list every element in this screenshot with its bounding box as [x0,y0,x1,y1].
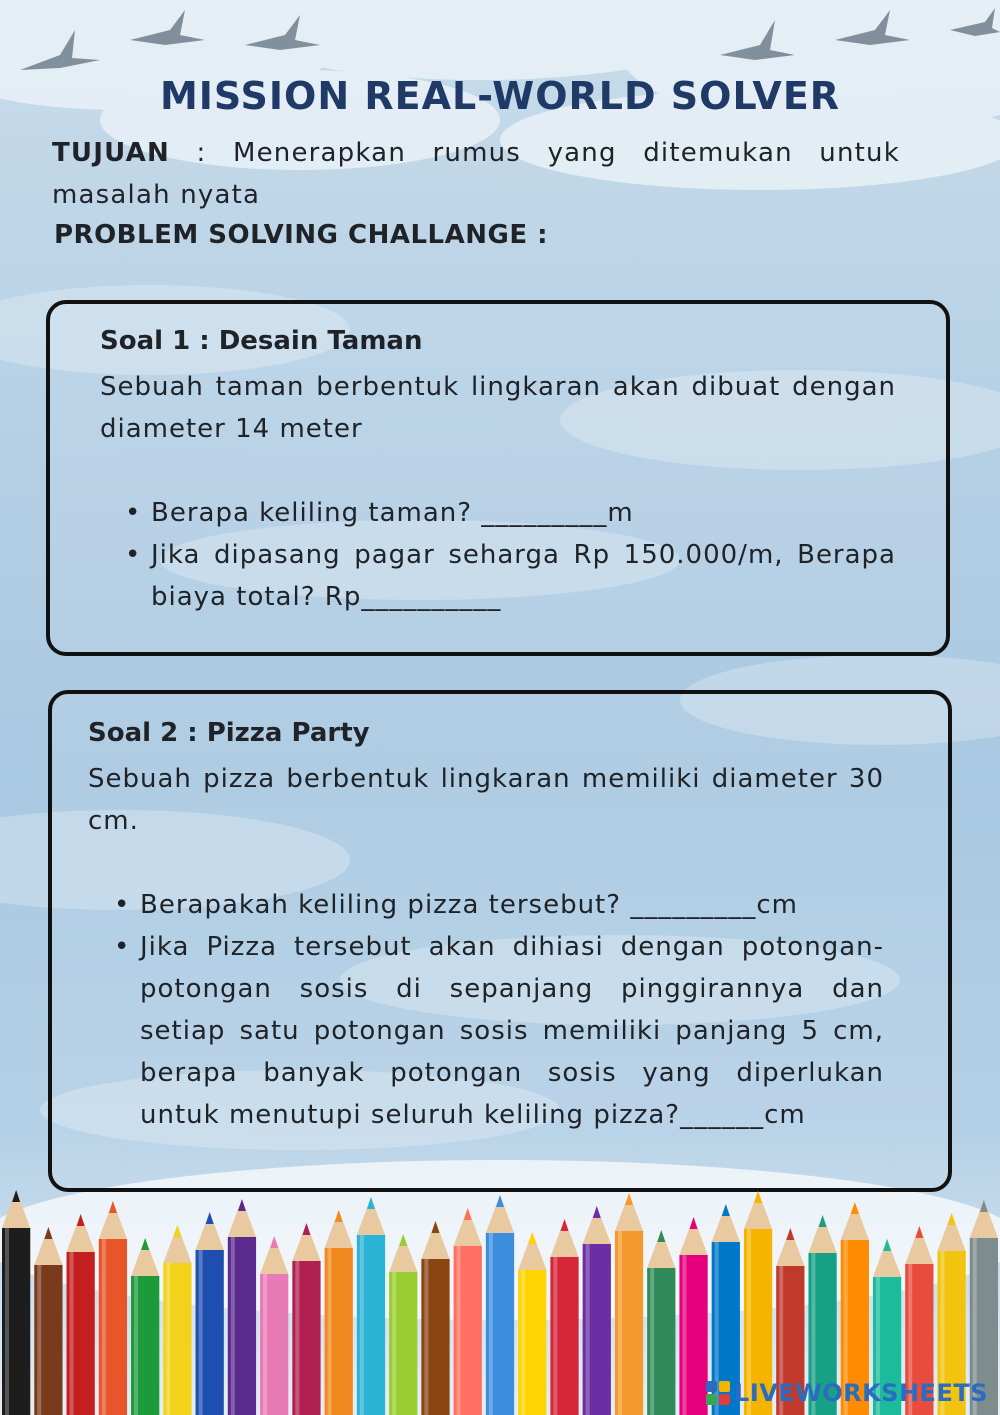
problem-1-question-1[interactable]: • Berapa keliling taman? _________m [151,492,896,534]
problem-2-question-1[interactable]: • Berapakah keliling pizza tersebut? _________cm [140,884,884,926]
challenge-heading: PROBLEM SOLVING CHALLANGE : [54,220,549,250]
brand-icon [706,1381,730,1405]
pencil [325,1210,353,1415]
pencil [99,1201,127,1415]
pencil [454,1208,482,1415]
pencil [131,1238,159,1415]
bird-icon [950,8,1000,36]
pencil [647,1230,675,1415]
bird-icon [720,20,795,60]
pencil [679,1217,707,1415]
pencil [292,1223,320,1415]
bird-icon [20,30,100,70]
problem-1-text: Sebuah taman berbentuk lingkaran akan dibuat dengan diameter 14 meter [100,372,896,444]
pencil [67,1214,95,1415]
pencil [260,1236,288,1415]
goal-text: : Menerapkan rumus yang ditemukan untuk masalah nyata [52,138,900,210]
problem-2-text: Sebuah pizza berbentuk lingkaran memiliki diameter 30 cm. [88,764,884,836]
pencil [421,1221,449,1415]
pencil [228,1199,256,1415]
pencil [486,1195,514,1415]
bird-icon [245,15,320,50]
pencil [583,1206,611,1415]
pencil [550,1219,578,1415]
problem-1-questions [151,492,896,618]
problem-2-question-2[interactable]: • Jika Pizza tersebut akan dihiasi dengan potongan-potongan sosis di sepanjang pinggirannya dan setiap satu potongan sosis memiliki panjang 5 cm, berapa banyak potongan sosis yang diperlukan untuk menutupi seluruh keliling pizza?______cm [140,926,884,1136]
bird-icon [835,10,910,45]
pencil [518,1232,546,1415]
problem-2-title: Soal 2 : Pizza Party [88,718,370,748]
problem-1-question-2[interactable]: • Jika dipasang pagar seharga Rp 150.000/m, Berapa biaya total? Rp__________ [151,534,896,618]
bird-icon [130,10,205,45]
pencil [34,1227,62,1415]
problem-2-card [48,690,952,1192]
pencil [389,1234,417,1415]
brand-name: LIVEWORKSHEETS [734,1379,988,1407]
goal-label: TUJUAN [52,138,170,168]
problem-1-card [46,300,950,656]
liveworksheets-logo[interactable] [706,1379,988,1407]
pencil [357,1197,385,1415]
pencil [163,1225,191,1415]
pencil [2,1190,30,1415]
pencil [615,1193,643,1415]
problem-2-questions [140,884,884,1136]
problem-1-title: Soal 1 : Desain Taman [100,326,423,356]
pencil [196,1212,224,1415]
page-title: MISSION REAL-WORLD SOLVER [159,74,841,118]
goal-statement [52,132,900,216]
